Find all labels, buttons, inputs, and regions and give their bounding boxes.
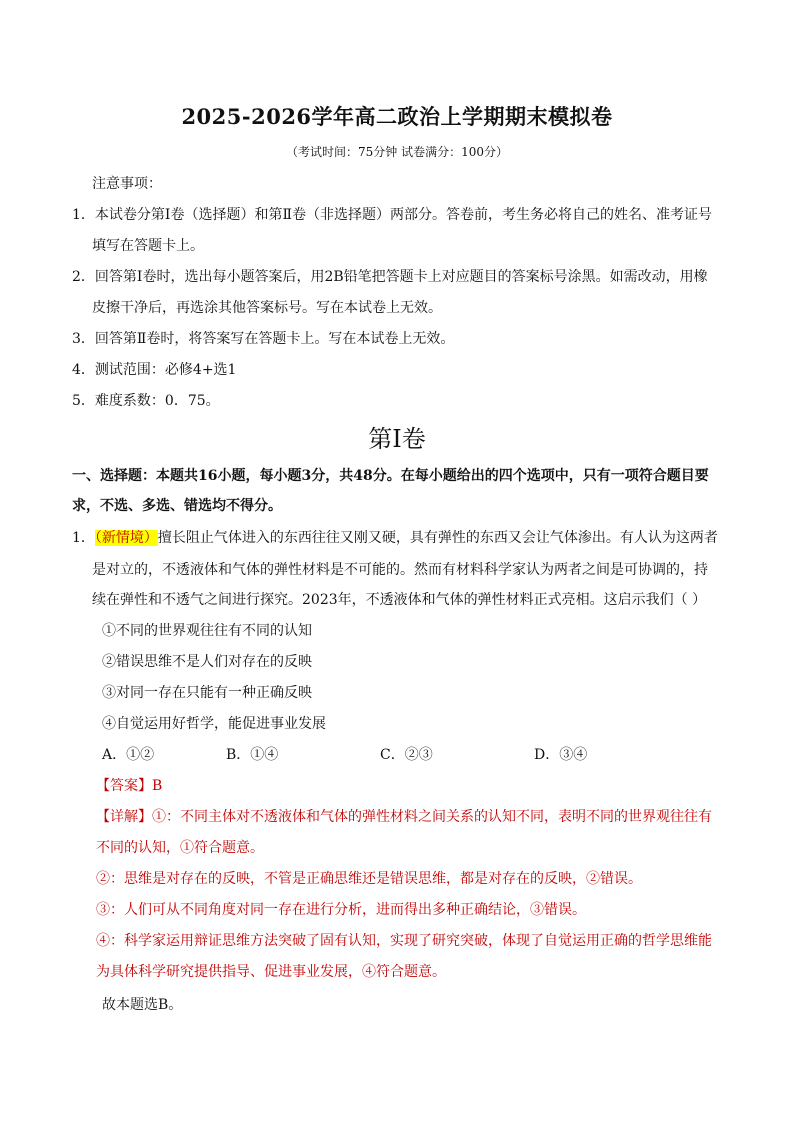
detail-line-4-cont [96,962,446,982]
answer-value: B [152,778,163,794]
note-item-3 [72,329,454,349]
detail-verdict: 错误。 [600,871,642,887]
question-1-line1 [72,528,718,548]
detail-line-3 [96,900,586,920]
detail-text: 为具体科学研究提供指导、促进事业发展， [96,964,362,980]
note-item-1-cont: 填写在答题卡上。 [92,238,204,254]
detail-line-2 [96,869,642,889]
detail-mark: ① [180,840,194,856]
note-text: 回答第Ⅱ卷时，将答案写在答题卡上。写在本试卷上无效。 [94,331,455,347]
new-context-tag: （新情境） [94,530,158,546]
option-a: A．①② [102,747,155,763]
detail-mark: ② [96,871,110,887]
note-number: 3． [72,331,95,347]
detail-line-4 [96,931,712,951]
answer-line [96,776,162,796]
detail-mark: ③ [530,902,544,918]
exam-title: 2025-2026学年高二政治上学期期末模拟卷 [181,104,613,129]
detail-text: ：不同主体对不透液体和气体的弹性材料之间关系的认知不同，表明不同的世界观往往有 [166,809,712,825]
section-instruction-cont: 求，不选、多选、错选均不得分。 [72,498,282,514]
notes-heading: 注意事项： [92,176,162,192]
note-item-5 [72,391,220,411]
section-title: 第Ⅰ卷 [368,425,426,453]
option-b: B．①④ [226,747,279,763]
statement-4: ④自觉运用好哲学，能促进事业发展 [102,716,326,732]
detail-text: ：思维是对存在的反映，不管是正确思维还是错误思维，都是对存在的反映， [110,871,586,887]
question-1-line3: 续在弹性和不透气之间进行探究。2023年，不透液体和气体的弹性材料正式亮相。这启示我们（ ） [92,592,707,608]
conclusion: 故本题选B。 [102,997,183,1013]
option-d: D．③④ [534,747,588,763]
detail-label: 【详解】 [96,809,152,825]
detail-mark: ① [152,809,166,825]
statement-1: ①不同的世界观往往有不同的认知 [102,623,312,639]
detail-verdict: 符合题意。 [376,964,446,980]
detail-mark: ② [586,871,600,887]
detail-line-1 [96,807,712,827]
detail-verdict: 错误。 [544,902,586,918]
detail-mark: ④ [362,964,376,980]
note-number: 1． [72,207,95,223]
detail-text: ：科学家运用辩证思维方法突破了固有认知，实现了研究突破，体现了自觉运用正确的哲学思维能 [110,933,712,949]
note-item-4 [72,360,236,380]
detail-mark: ③ [96,902,110,918]
statement-3: ③对同一存在只能有一种正确反映 [102,685,312,701]
exam-subtitle: （考试时间：75分钟 试卷满分：100分） [286,145,508,159]
note-item-2 [72,267,708,287]
detail-text: 不同的认知， [96,840,180,856]
note-item-1 [72,205,712,225]
note-text: 难度系数：0．75。 [94,393,220,409]
detail-mark: ④ [96,933,110,949]
question-number: 1． [72,530,95,546]
note-item-2-cont: 皮擦干净后，再选涂其他答案标号。写在本试卷上无效。 [92,300,442,316]
option-c: C．②③ [380,747,433,763]
detail-text: ：人们可从不同角度对同一存在进行分析，进而得出多种正确结论， [110,902,530,918]
statement-2: ②错误思维不是人们对存在的反映 [102,654,312,670]
section-instruction: 一、选择题：本题共16小题，每小题3分，共48分。在每小题给出的四个选项中，只有一项符合题目要 [72,468,709,484]
answer-label: 【答案】 [96,778,152,794]
note-number: 2． [72,269,95,285]
note-text: 测试范围：必修4+选1 [94,362,237,378]
note-text: 回答第Ⅰ卷时，选出每小题答案后，用2B铅笔把答题卡上对应题目的答案标号涂黑。如需改动，用橡 [94,269,708,285]
question-1-line2: 是对立的，不透液体和气体的弹性材料是不可能的。然而有材料科学家认为两者之间是可协调的，持 [92,562,708,578]
note-number: 5． [72,393,95,409]
detail-line-1-cont [96,838,264,858]
note-text: 本试卷分第Ⅰ卷（选择题）和第Ⅱ卷（非选择题）两部分。答卷前，考生务必将自己的姓名、准考证号 [94,207,712,223]
question-text: 擅长阻止气体进入的东西往往又刚又硬，具有弹性的东西又会让气体渗出。有人认为这两者 [157,530,718,546]
note-number: 4． [72,362,95,378]
detail-verdict: 符合题意。 [194,840,264,856]
